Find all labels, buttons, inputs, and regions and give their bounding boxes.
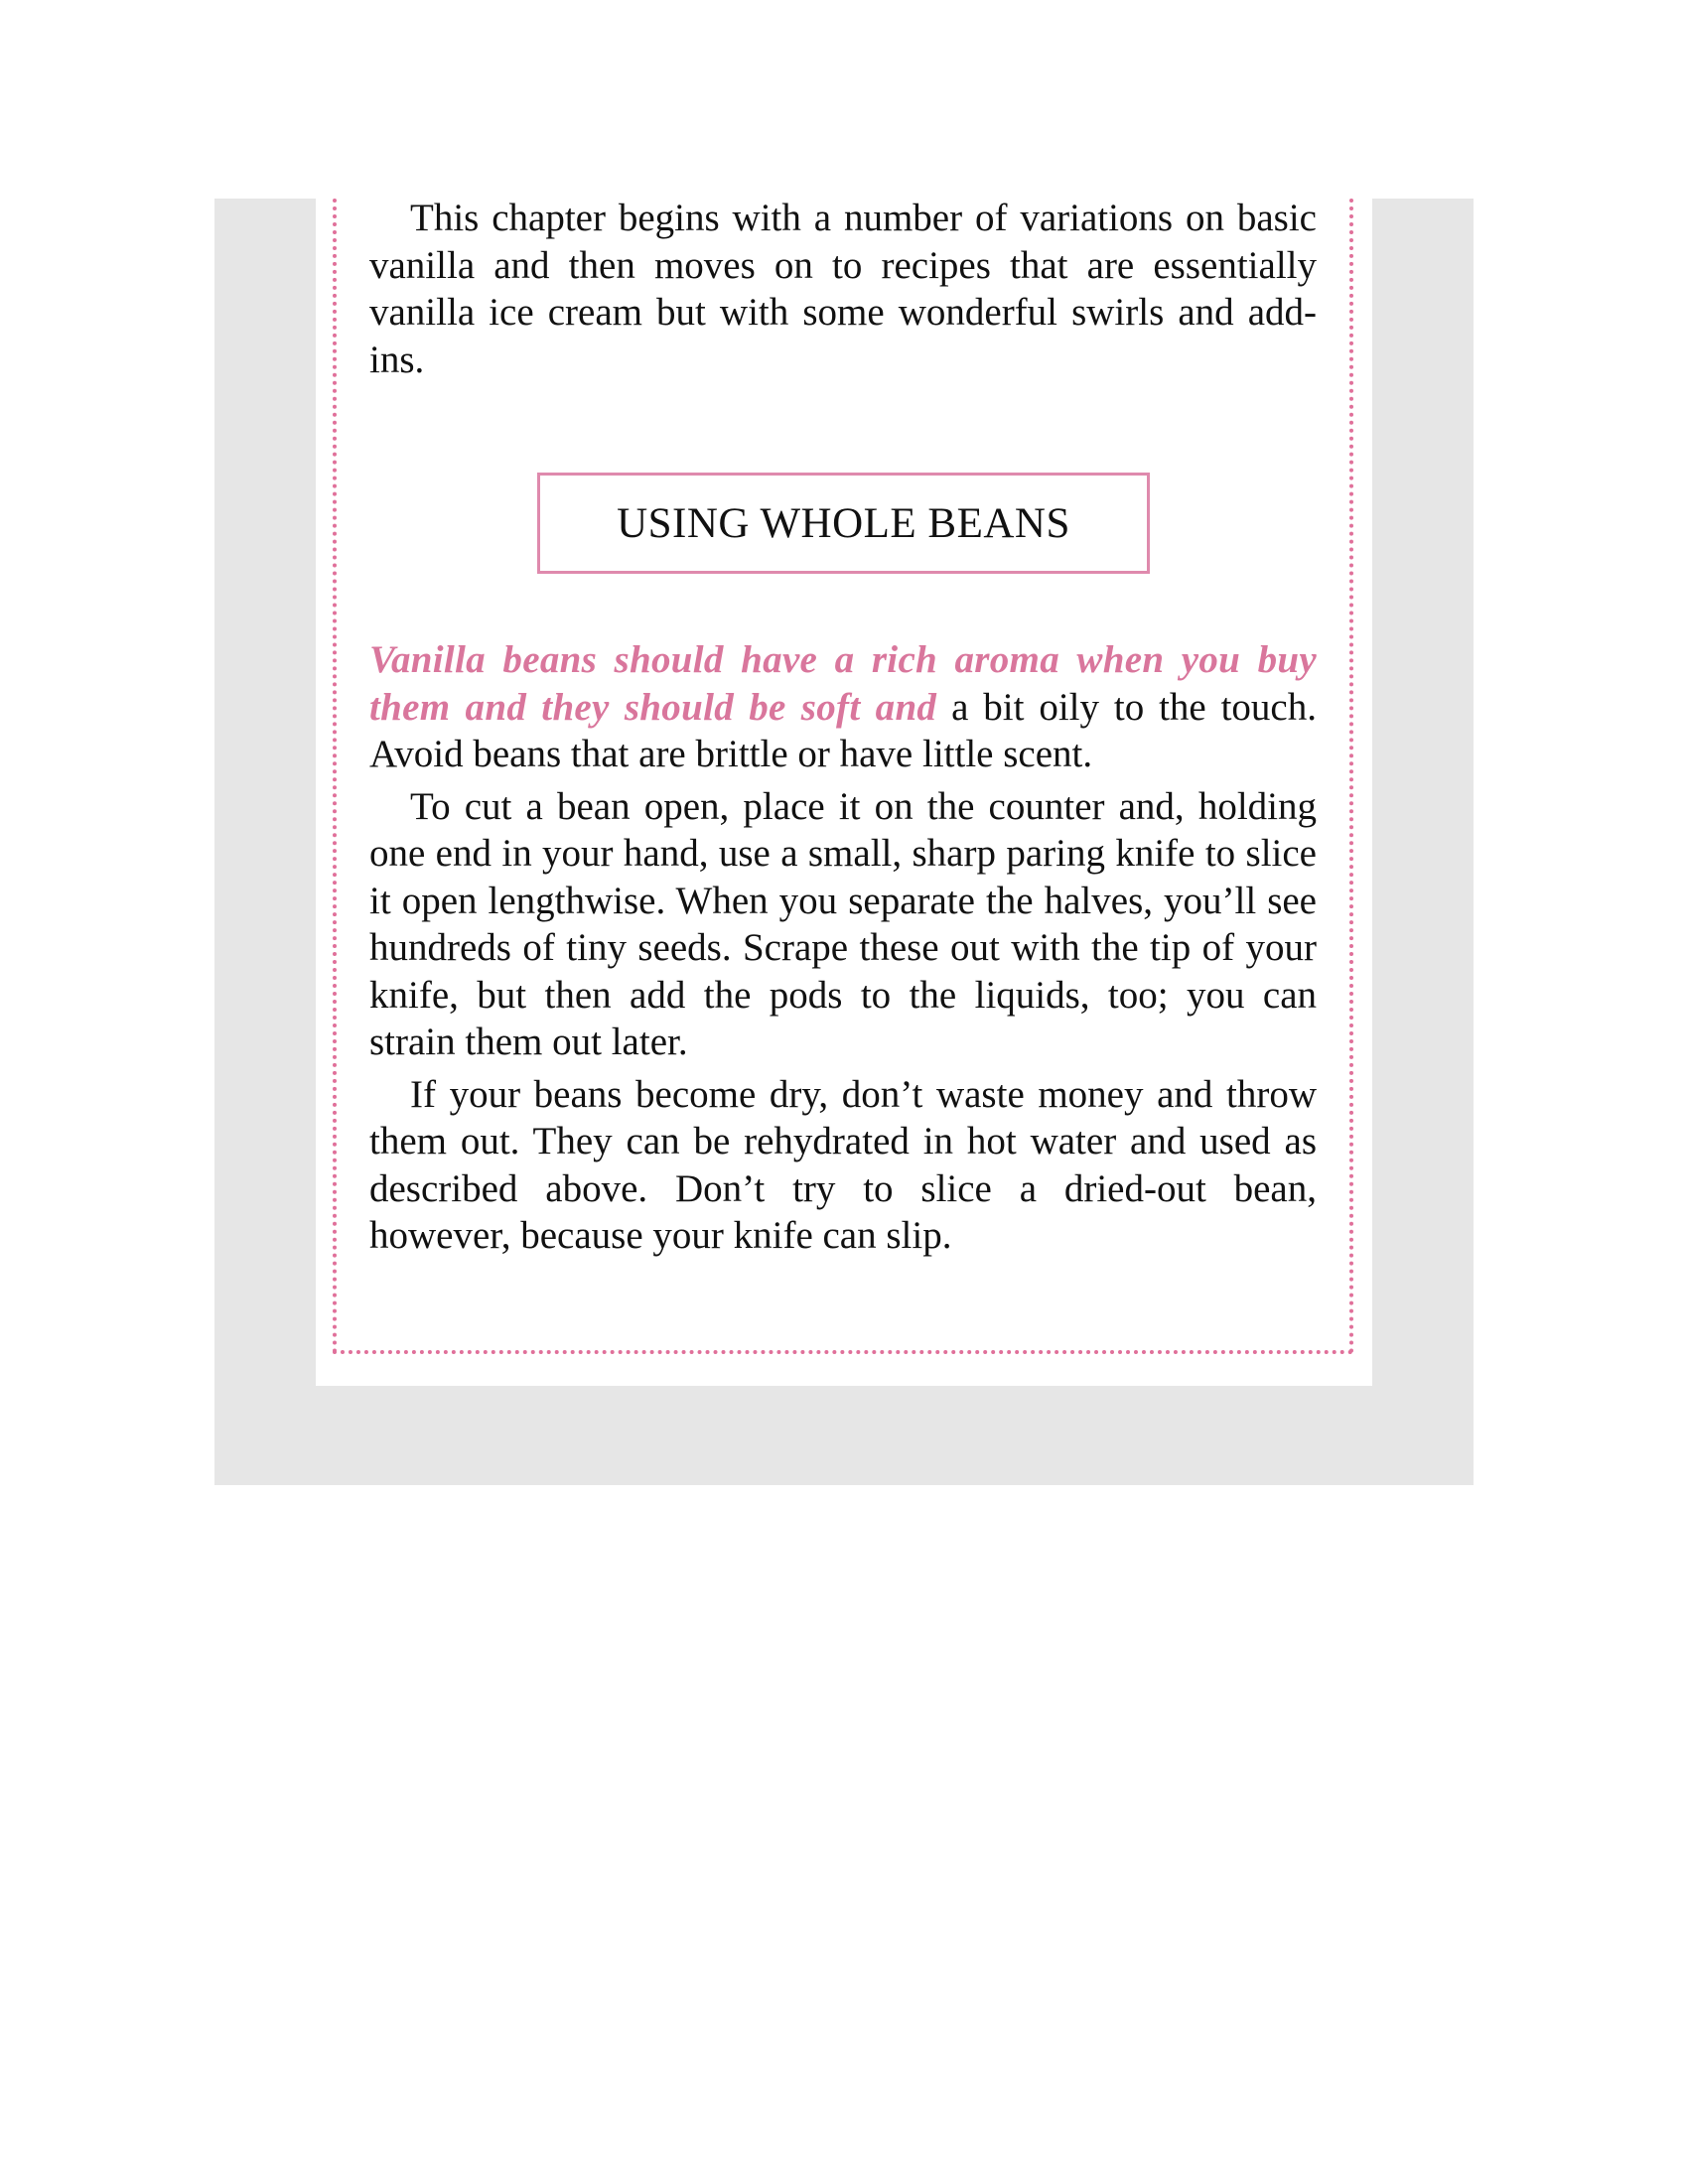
paragraph-2: To cut a bean open, place it on the counter and, holding one end in your hand, use a small, sharp paring knife to slice it open lengthwise. When you separate the halves, you’ll see hundreds of tiny seeds. Scrape these out with the tip of your knife, but then add the pods to the liquids, too; you can strain them out later. [369, 784, 1317, 1063]
intro-paragraph: This chapter begins with a number of variations on basic vanilla and then moves on to recipes that are essentially vanilla ice cream but with some wonderful swirls and add-ins. [369, 197, 1317, 381]
section-body [369, 636, 1317, 1260]
section-heading-box [537, 473, 1150, 574]
lead-in-text: Vanilla beans should have a rich aroma when you buy them and they should be soft and [369, 638, 1317, 729]
paragraph-1 [369, 636, 1317, 778]
section-heading: USING WHOLE BEANS [617, 499, 1070, 547]
paragraph-1-rest: a bit oily to the touch. Avoid beans that are brittle or have little scent. [369, 685, 1317, 775]
paragraph-3: If your beans become dry, don’t waste money and throw them out. They can be rehydrated in hot water and used as described above. Don’t try to slice a dried-out bean, however, because your knife can slip. [369, 1072, 1317, 1257]
intro-section [369, 195, 1317, 383]
